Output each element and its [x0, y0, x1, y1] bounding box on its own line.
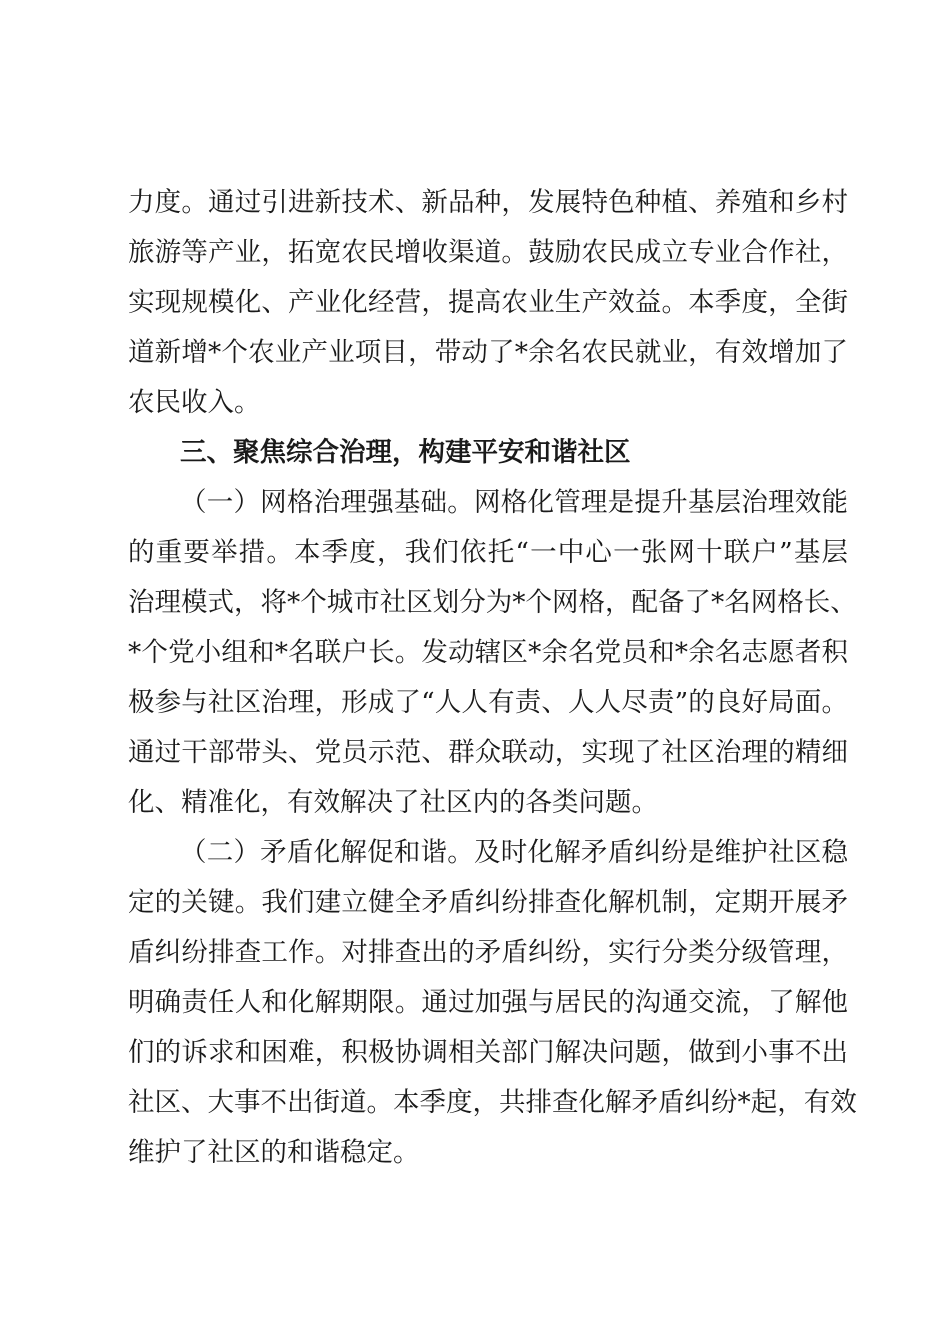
paragraph-line: 实现规模化、产业化经营，提高农业生产效益。本季度，全街	[128, 287, 848, 318]
paragraph-line: 通过干部带头、党员示范、群众联动，实现了社区治理的精细	[128, 737, 848, 768]
paragraph-line: 们的诉求和困难，积极协调相关部门解决问题，做到小事不出	[128, 1037, 848, 1068]
paragraph-line: 的重要举措。本季度，我们依托“一中心一张网十联户”基层	[128, 537, 848, 568]
paragraph-line: 旅游等产业，拓宽农民增收渠道。鼓励农民成立专业合作社，	[128, 237, 848, 268]
paragraph-line: 治理模式，将*个城市社区划分为*个网格，配备了*名网格长、	[128, 587, 857, 618]
paragraph-line: *个党小组和*名联户长。发动辖区*余名党员和*余名志愿者积	[128, 637, 848, 668]
paragraph-line: 盾纠纷排查工作。对排查出的矛盾纠纷，实行分类分级管理，	[128, 937, 848, 968]
paragraph-line: 明确责任人和化解期限。通过加强与居民的沟通交流，了解他	[128, 987, 848, 1018]
paragraph-line: 力度。通过引进新技术、新品种，发展特色种植、养殖和乡村	[128, 187, 848, 218]
paragraph-line: 极参与社区治理，形成了“人人有责、人人尽责”的良好局面。	[128, 687, 848, 718]
section-heading: 三、聚焦综合治理，构建平安和谐社区	[180, 437, 631, 468]
paragraph-line: 化、精准化，有效解决了社区内的各类问题。	[128, 787, 658, 818]
paragraph-line: 道新增*个农业产业项目，带动了*余名农民就业，有效增加了	[128, 337, 848, 368]
paragraph-line: 维护了社区的和谐稳定。	[128, 1137, 420, 1168]
paragraph-line: 农民收入。	[128, 387, 261, 418]
paragraph-line: 定的关键。我们建立健全矛盾纠纷排查化解机制，定期开展矛	[128, 887, 848, 918]
paragraph-line: （一）网格治理强基础。网格化管理是提升基层治理效能	[180, 487, 848, 518]
paragraph-line: （二）矛盾化解促和谐。及时化解矛盾纠纷是维护社区稳	[180, 837, 848, 868]
paragraph-line: 社区、大事不出街道。本季度，共排查化解矛盾纠纷*起，有效	[128, 1087, 857, 1118]
